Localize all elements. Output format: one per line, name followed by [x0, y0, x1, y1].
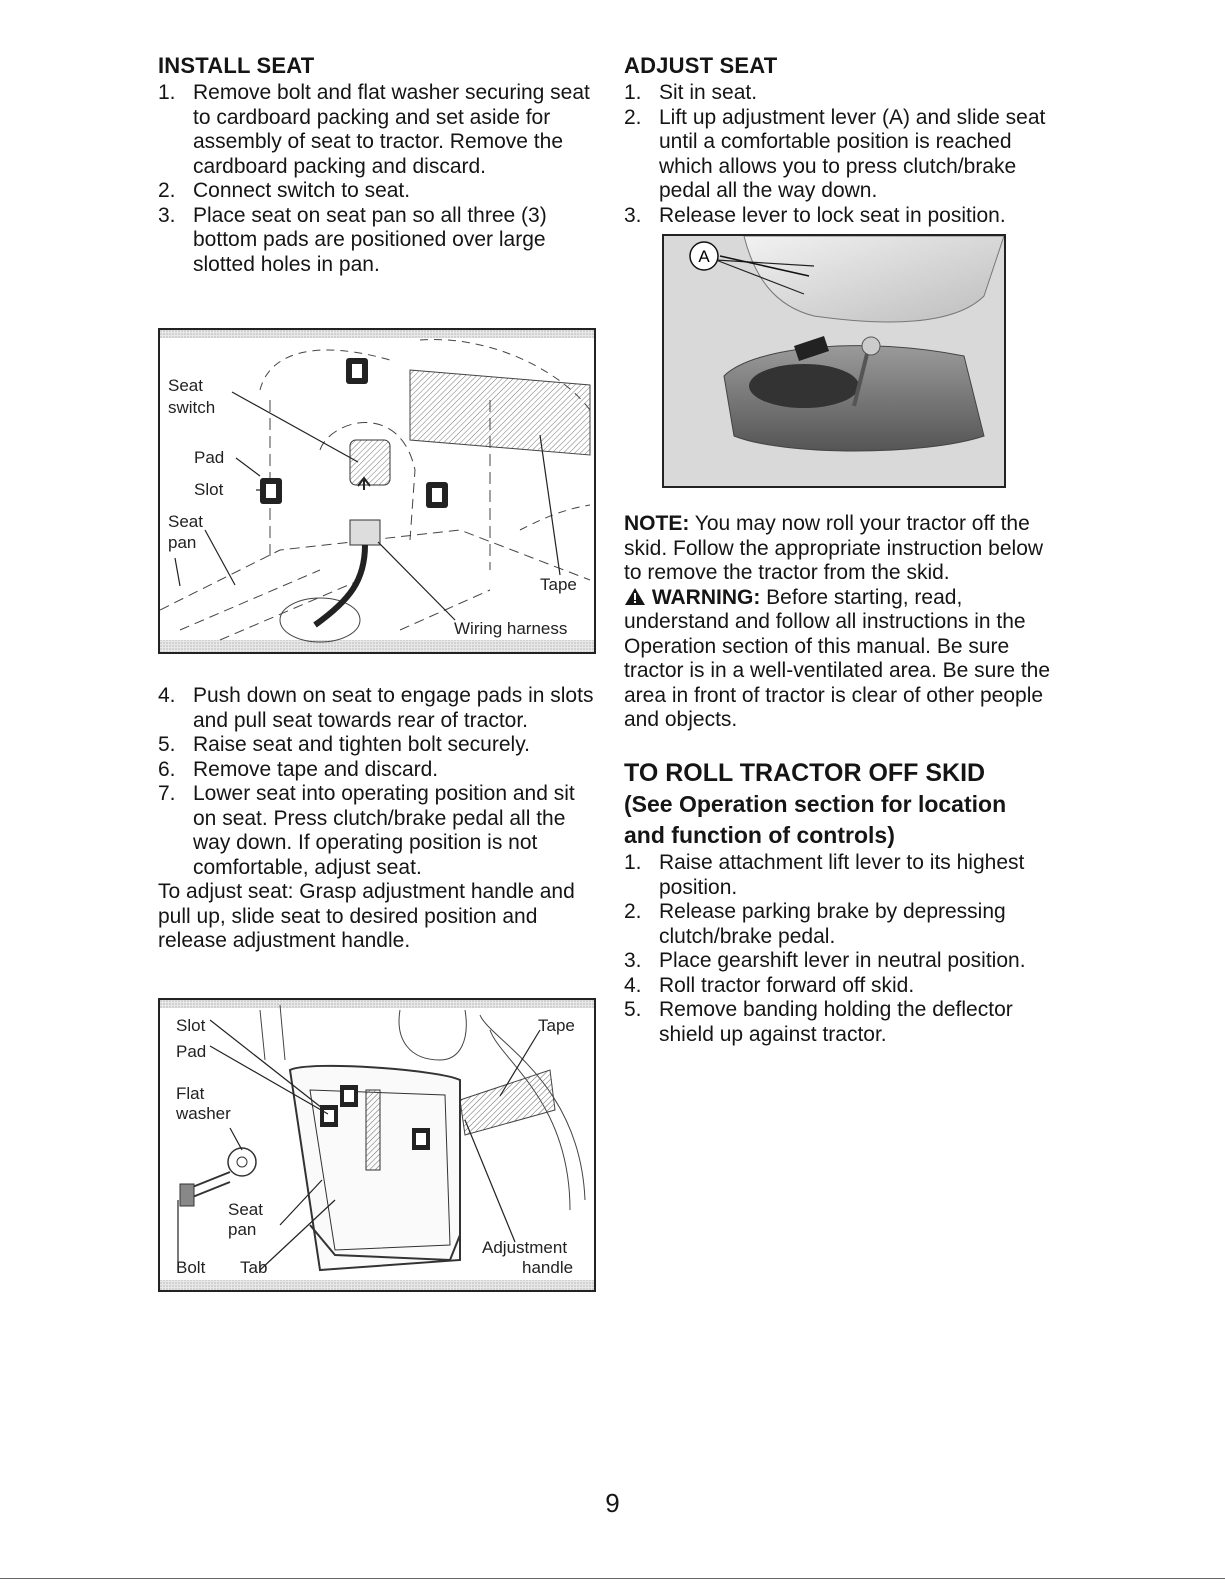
label-tab: Tab: [240, 1258, 268, 1277]
seat-switch-illustration: [160, 330, 594, 652]
roll-off-heading: TO ROLL TRACTOR OFF SKID: [624, 759, 986, 787]
label-tape: Tape: [540, 575, 577, 594]
label-seat-pan: pan: [168, 533, 197, 552]
right-column-lower: [624, 512, 1064, 733]
note-paragraph: NOTE: You may now roll your tractor off the skid. Follow the appropriate instruction below to remove the tractor from the skid.: [624, 512, 1044, 584]
list-item: 4. Roll tractor forward off skid.: [624, 973, 915, 997]
install-steps-list-continued: [158, 684, 598, 880]
label-a: A: [698, 247, 710, 266]
list-item: 1. Remove bolt and flat washer securing seat to cardboard packing and set aside for assembly of seat to tractor. Remove the cardboard packing and discard.: [158, 81, 590, 178]
label-bolt: Bolt: [176, 1258, 206, 1277]
list-item: 3. Release lever to lock seat in position.: [624, 203, 1006, 227]
warning-label: WARNING:: [651, 585, 761, 609]
adjust-seat-heading: ADJUST SEAT: [624, 53, 778, 78]
install-steps-list: [158, 81, 598, 277]
roll-off-steps-list: [624, 851, 1064, 1047]
label-seat-pan: pan: [228, 1220, 257, 1239]
list-item: 5. Raise seat and tighten bolt securely.: [158, 733, 530, 756]
adjust-steps-list: [624, 81, 1064, 228]
list-item: 6. Remove tape and discard.: [158, 757, 439, 781]
list-item: 4. Push down on seat to engage pads in slots and pull seat towards rear of tractor.: [158, 684, 594, 732]
label-wiring-harness: Wiring harness: [454, 619, 568, 638]
warning-paragraph: WARNING: Before starting, read, understand and follow all instructions in the Operation section of this manual. Be sure tractor is in a well-ventilated area. Be sure the area in front of tractor is clear of other people and objects.: [624, 585, 1051, 731]
left-column: [158, 52, 598, 277]
label-pad: Pad: [194, 448, 225, 467]
list-item: 2. Lift up adjustment lever (A) and slide seat until a comfortable position is reached which allows you to press clutch/brake pedal all the way down.: [624, 105, 1046, 202]
adjustment-lever-figure: [662, 234, 1006, 488]
list-item: 3. Place seat on seat pan so all three (3) bottom pads are positioned over large slotted holes in pan.: [158, 203, 547, 276]
label-adjustment-handle: Adjustment: [482, 1238, 568, 1257]
label-adjustment-handle: handle: [522, 1258, 574, 1277]
label-seat-pan: Seat: [228, 1200, 263, 1219]
seat-lever-illustration: [664, 236, 1004, 486]
list-item: 3. Place gearshift lever in neutral position.: [624, 949, 1026, 972]
install-seat-heading: INSTALL SEAT: [158, 53, 315, 78]
label-slot: Slot: [194, 480, 224, 499]
label-flat-washer: washer: [176, 1104, 231, 1123]
adjust-seat-note: To adjust seat: Grasp adjustment handle and pull up, slide seat to desired position and release adjustment handle.: [158, 880, 575, 952]
seat-switch-figure: [158, 328, 596, 654]
label-slot: Slot: [176, 1016, 206, 1035]
roll-off-subheading: (See Operation section for location: [624, 791, 1007, 817]
label-seat-switch: switch: [168, 398, 216, 417]
right-column: [624, 52, 1064, 228]
label-seat-pan: Seat: [168, 512, 203, 531]
list-item: 7. Lower seat into operating position and sit on seat. Press clutch/brake pedal all the way down. If operating position is not comfortable, adjust seat.: [158, 782, 575, 879]
roll-off-subheading: and function of controls): [624, 822, 895, 848]
list-item: 2. Release parking brake by depressing clutch/brake pedal.: [624, 900, 1006, 948]
label-seat-switch: Seat: [168, 376, 203, 395]
label-tape: Tape: [538, 1016, 575, 1035]
left-column-lower: [158, 684, 598, 954]
list-item: 1. Raise attachment lift lever to its highest position.: [624, 851, 1025, 899]
list-item: 2. Connect switch to seat.: [158, 179, 411, 202]
roll-off-section: [624, 758, 1064, 1047]
warning-triangle-icon: [624, 587, 646, 606]
note-label: NOTE:: [624, 512, 690, 535]
list-item: 1. Sit in seat.: [624, 81, 758, 104]
bottom-rule: [0, 1578, 1225, 1579]
list-item: 5. Remove banding holding the deflector shield up against tractor.: [624, 998, 1013, 1046]
label-flat-washer: Flat: [176, 1084, 205, 1103]
label-pad: Pad: [176, 1042, 207, 1061]
seat-pan-figure: [158, 998, 596, 1292]
page-number: 9: [605, 1488, 620, 1518]
